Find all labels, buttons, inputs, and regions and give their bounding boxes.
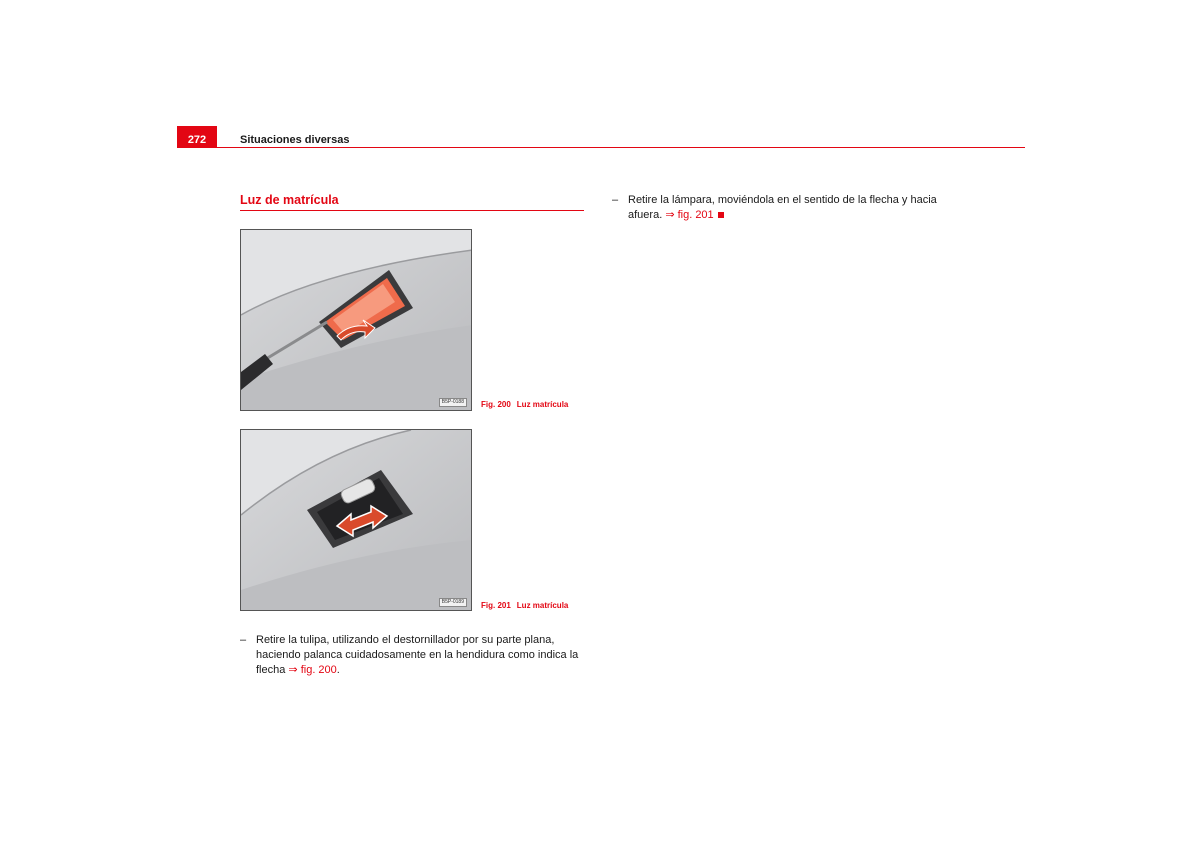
figure-label: Luz matrícula bbox=[516, 400, 569, 409]
figure-reference-link[interactable]: ⇒ fig. 201 bbox=[665, 209, 714, 221]
figure-reference-link[interactable]: ⇒ fig. 200 bbox=[288, 664, 337, 676]
figure-201-image bbox=[240, 429, 472, 611]
running-header: Situaciones diversas bbox=[240, 134, 350, 146]
list-dash: – bbox=[612, 194, 619, 206]
figure-code: B5P-0188 bbox=[439, 398, 467, 407]
figure-200-image bbox=[240, 229, 472, 411]
figure-200-caption bbox=[481, 400, 568, 409]
instruction-step-1 bbox=[240, 633, 585, 678]
figure-201-caption bbox=[481, 601, 568, 610]
header-rule bbox=[217, 147, 1025, 148]
instruction-step-2 bbox=[612, 193, 967, 223]
step-text: Retire la tulipa, utilizando el destornillador por su parte plana, haciendo palanca cuidadosamente en la hendidura como indica la flecha bbox=[256, 634, 579, 676]
step-text: Retire la lámpara, moviéndola en el sentido de la flecha y hacia afuera. bbox=[628, 194, 937, 221]
end-of-section-icon bbox=[718, 212, 724, 218]
page-number: 272 bbox=[177, 126, 217, 148]
figure-number: Fig. 200 bbox=[481, 400, 511, 409]
figure-number: Fig. 201 bbox=[481, 601, 511, 610]
section-title: Luz de matrícula bbox=[240, 193, 339, 207]
figure-label: Luz matrícula bbox=[516, 601, 569, 610]
section-rule bbox=[240, 210, 584, 211]
step-end: . bbox=[336, 664, 340, 676]
list-dash: – bbox=[240, 634, 247, 646]
figure-code: B5P-0189 bbox=[439, 598, 467, 607]
